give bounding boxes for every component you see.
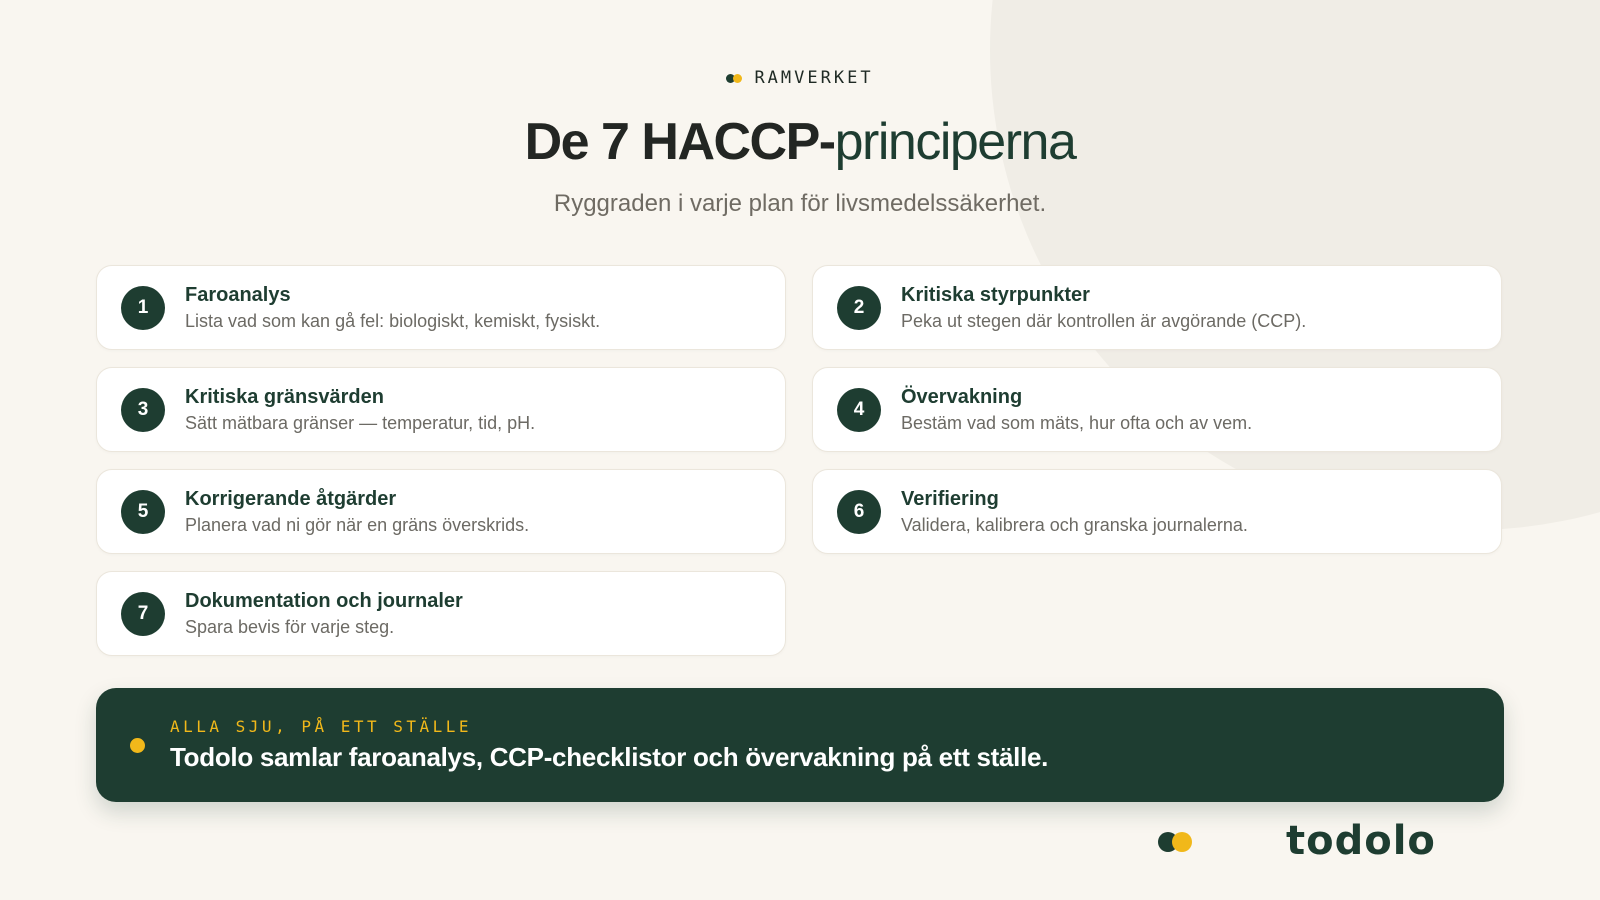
- principles-grid: [96, 265, 1504, 656]
- callout-banner: [96, 688, 1504, 802]
- principle-description: Planera vad ni gör när en gräns överskrids.: [185, 514, 530, 535]
- brand-dots-icon: [726, 74, 742, 83]
- principle-card: [812, 367, 1502, 452]
- page-title: [0, 112, 1600, 172]
- principle-number: 7: [121, 592, 165, 636]
- principle-card: [96, 367, 786, 452]
- principle-title: Dokumentation och journaler: [185, 589, 463, 612]
- principle-card: [812, 265, 1502, 350]
- eyebrow-label: RAMVERKET: [754, 68, 874, 88]
- principle-card: [812, 469, 1502, 554]
- title-part-2: principerna: [834, 113, 1076, 171]
- principle-title: Övervakning: [901, 385, 1023, 408]
- principle-description: Peka ut stegen där kontrollen är avgörande (CCP).: [901, 310, 1307, 331]
- principle-number: 4: [837, 388, 881, 432]
- principle-title: Faroanalys: [185, 283, 291, 306]
- principle-title: Korrigerande åtgärder: [185, 487, 397, 510]
- principle-description: Validera, kalibrera och granska journalerna.: [901, 514, 1248, 535]
- principle-description: Sätt mätbara gränser — temperatur, tid, pH.: [185, 412, 536, 433]
- principle-number: 6: [837, 490, 881, 534]
- principle-card: [96, 469, 786, 554]
- banner-text: Todolo samlar faroanalys, CCP-checklistor och övervakning på ett ställe.: [170, 742, 1049, 772]
- principle-title: Kritiska styrpunkter: [901, 283, 1090, 306]
- principle-title: Verifiering: [901, 487, 999, 510]
- principle-card: [96, 571, 786, 656]
- banner-kicker: ALLA SJU, PÅ ETT STÄLLE: [170, 717, 473, 736]
- principle-title: Kritiska gränsvärden: [185, 385, 384, 408]
- principle-description: Bestäm vad som mäts, hur ofta och av vem.: [901, 412, 1253, 433]
- principle-card: [96, 265, 786, 350]
- eyebrow: [0, 68, 1600, 88]
- brand-logo: todolo: [1286, 818, 1436, 864]
- principle-description: Spara bevis för varje steg.: [185, 616, 395, 637]
- title-part-1: De 7 HACCP-: [524, 113, 835, 171]
- page-subtitle: Ryggraden i varje plan för livsmedelssäkerhet.: [553, 190, 1047, 217]
- principle-number: 3: [121, 388, 165, 432]
- principle-description: Lista vad som kan gå fel: biologiskt, kemiskt, fysiskt.: [185, 310, 601, 331]
- principle-number: 5: [121, 490, 165, 534]
- brand-mark-icon: [1158, 832, 1192, 852]
- bullet-dot-icon: [130, 738, 145, 753]
- principle-number: 2: [837, 286, 881, 330]
- principle-number: 1: [121, 286, 165, 330]
